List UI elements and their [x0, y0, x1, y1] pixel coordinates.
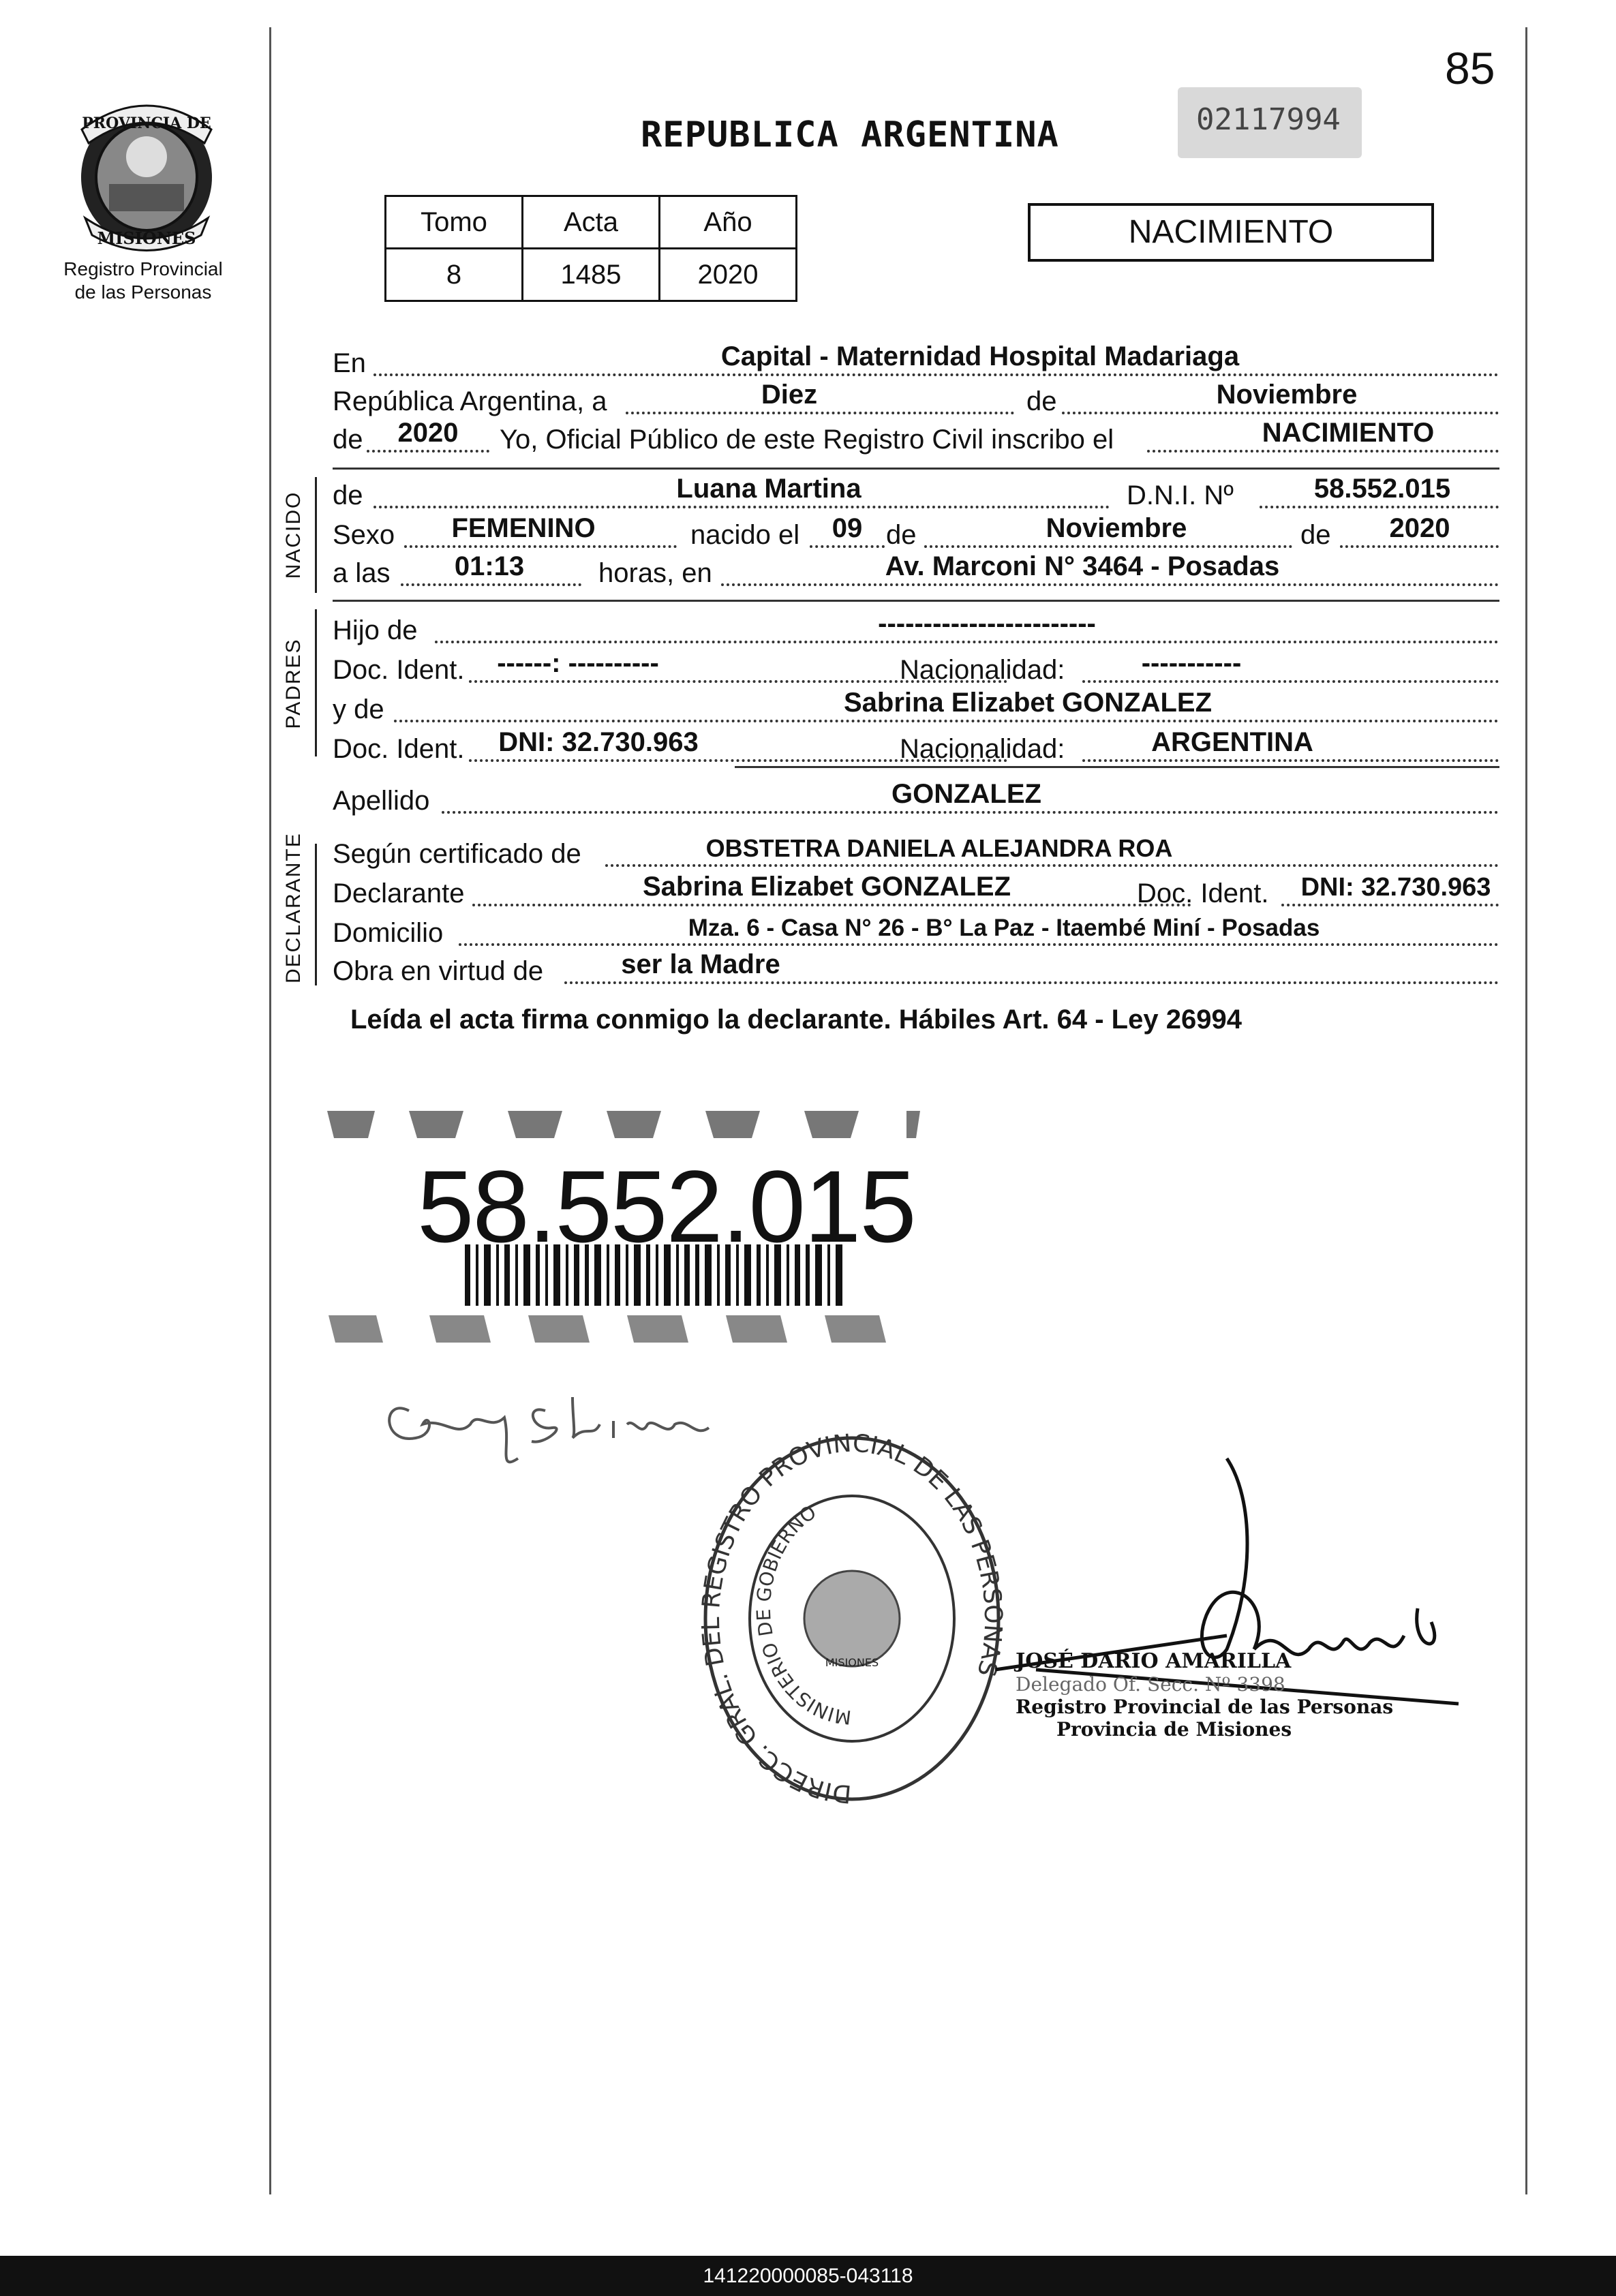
closing-statement: Leída el acta firma conmigo la declarante. Hábiles Art. 64 - Ley 26994 — [350, 1005, 1242, 1035]
label-en: En — [333, 348, 366, 378]
stamp-inner-text: MINISTERIO DE GOBIERNO — [752, 1501, 853, 1729]
page-number: 85 — [1445, 43, 1495, 93]
value-nac2: ARGENTINA — [1151, 727, 1313, 757]
row-hora — [333, 551, 1499, 594]
row-certificado — [333, 834, 1499, 875]
registration-table — [384, 195, 797, 302]
label-horas-en: horas, en — [598, 558, 712, 588]
label-doc2: Doc. Ident. — [333, 734, 465, 764]
stamp-outer-text: DIRECC. GRAL. DEL REGISTRO PROVINCIAL DE LAS PERSONAS — [697, 1431, 1007, 1808]
value-inscribo: NACIMIENTO — [1262, 418, 1435, 448]
label-hijo: Hijo de — [333, 615, 418, 645]
official-block — [1016, 1649, 1424, 1741]
document-title: REPUBLICA ARGENTINA — [641, 114, 1059, 155]
official-stamp-seal — [695, 1431, 1009, 1813]
value-mes: Noviembre — [1216, 380, 1358, 410]
misiones-coat-of-arms-logo — [68, 89, 225, 252]
separator — [333, 600, 1499, 602]
section-label-nacido: NACIDO — [282, 491, 305, 579]
row-sexo — [333, 513, 1499, 556]
value-hijo: ------------------------ — [878, 609, 1096, 639]
label-republica: República Argentina, a — [333, 386, 607, 416]
label-nacido-de2: de — [1300, 520, 1331, 550]
value-en: Capital - Maternidad Hospital Madariaga — [720, 341, 1240, 371]
value-nacido-mes: Noviembre — [1046, 513, 1187, 543]
row-doc1 — [333, 648, 1499, 691]
section-label-padres: PADRES — [282, 638, 305, 729]
stamp-center-text: MISIONES — [825, 1656, 879, 1669]
value-madre: Sabrina Elizabet GONZALEZ — [843, 688, 1213, 718]
value-doc1: ------: ---------- — [497, 648, 659, 678]
value-nacido-anio: 2020 — [1389, 513, 1450, 543]
label-certificado: Según certificado de — [333, 839, 581, 869]
registry-caption-line2: de las Personas — [74, 281, 212, 303]
footer-code: 141220000085-043118 — [0, 2256, 1616, 2296]
row-hijo — [333, 609, 1499, 652]
label-doc1: Doc. Ident. — [333, 655, 465, 685]
serial-number: 02117994 — [1196, 102, 1341, 137]
label-oficial: Yo, Oficial Público de este Registro Civil inscribo el — [500, 425, 1114, 455]
value-declarante: Sabrina Elizabet GONZALEZ — [642, 872, 1011, 902]
label-dni: D.N.I. Nº — [1127, 480, 1234, 510]
logo-bottom-text: MISIONES — [97, 228, 196, 248]
row-en — [333, 341, 1499, 384]
reg-value-acta: 1485 — [523, 249, 660, 301]
row-domicilio — [333, 916, 1499, 954]
registry-caption-line1: Registro Provincial — [63, 258, 223, 279]
registry-caption — [27, 258, 259, 304]
label-obra: Obra en virtud de — [333, 956, 544, 986]
left-margin-line — [269, 27, 271, 2194]
value-obra: ser la Madre — [621, 949, 780, 979]
value-nombre: Luana Martina — [676, 474, 862, 504]
reg-value-anio: 2020 — [660, 249, 797, 301]
label-declarante: Declarante — [333, 878, 465, 908]
label-nacido-de: de — [886, 520, 917, 550]
value-dni: 58.552.015 — [1313, 474, 1451, 504]
act-type-box: NACIMIENTO — [1028, 203, 1434, 262]
separator — [735, 766, 1499, 768]
label-de-mes: de — [1026, 386, 1057, 416]
value-decl-doc: DNI: 32.730.963 — [1300, 873, 1491, 902]
row-declarante — [333, 872, 1499, 915]
logo-top-text: PROVINCIA DE — [82, 114, 211, 132]
value-certificado: OBSTETRA DANIELA ALEJANDRA ROA — [705, 834, 1173, 862]
value-domicilio: Mza. 6 - Casa N° 26 - B° La Paz - Itaembé Miní - Posadas — [688, 915, 1320, 941]
label-nac1: Nacionalidad: — [900, 655, 1065, 685]
row-apellido — [333, 779, 1499, 822]
label-domicilio: Domicilio — [333, 918, 444, 948]
reg-header-acta: Acta — [523, 196, 660, 249]
reg-header-tomo: Tomo — [386, 196, 523, 249]
value-anio: 2020 — [397, 418, 459, 448]
label-nombre: de — [333, 480, 363, 510]
reg-header-anio: Año — [660, 196, 797, 249]
value-sexo: FEMENINO — [451, 513, 596, 543]
label-de-anio: de — [333, 425, 363, 455]
official-province: Provincia de Misiones — [1056, 1718, 1292, 1741]
label-sexo: Sexo — [333, 520, 395, 550]
label-apellido: Apellido — [333, 786, 430, 816]
reg-value-tomo: 8 — [386, 249, 523, 301]
label-nacido-el: nacido el — [690, 520, 800, 550]
row-nombre — [333, 474, 1499, 517]
official-role: Delegado Of. Secc. Nº 3398 — [1016, 1673, 1285, 1696]
official-name: JOSÉ DARIO AMARILLA — [1016, 1649, 1292, 1673]
label-decl-doc: Doc. Ident. — [1137, 878, 1269, 908]
label-nac2: Nacionalidad: — [900, 734, 1065, 764]
right-margin-line — [1525, 27, 1527, 2194]
value-hora: 01:13 — [454, 551, 525, 581]
value-doc2: DNI: 32.730.963 — [498, 727, 699, 757]
separator — [333, 468, 1499, 470]
section-label-declarante: DECLARANTE — [282, 832, 305, 983]
row-obra — [333, 949, 1499, 992]
label-yde: y de — [333, 694, 384, 724]
row-doc2 — [333, 727, 1499, 770]
value-apellido: GONZALEZ — [891, 779, 1041, 809]
label-alas: a las — [333, 558, 391, 588]
row-madre — [333, 688, 1499, 731]
official-office: Registro Provincial de las Personas — [1016, 1696, 1394, 1718]
row-republica — [333, 380, 1499, 423]
dni-sticker-number: 58.552.015 — [417, 1149, 915, 1264]
row-anio-oficial — [333, 418, 1499, 461]
value-nacido-dia: 09 — [832, 513, 863, 543]
value-lugar: Av. Marconi N° 3464 - Posadas — [885, 551, 1280, 581]
declarant-signature — [368, 1370, 736, 1493]
value-dia: Diez — [761, 380, 818, 410]
value-nac1: ----------- — [1141, 648, 1242, 678]
